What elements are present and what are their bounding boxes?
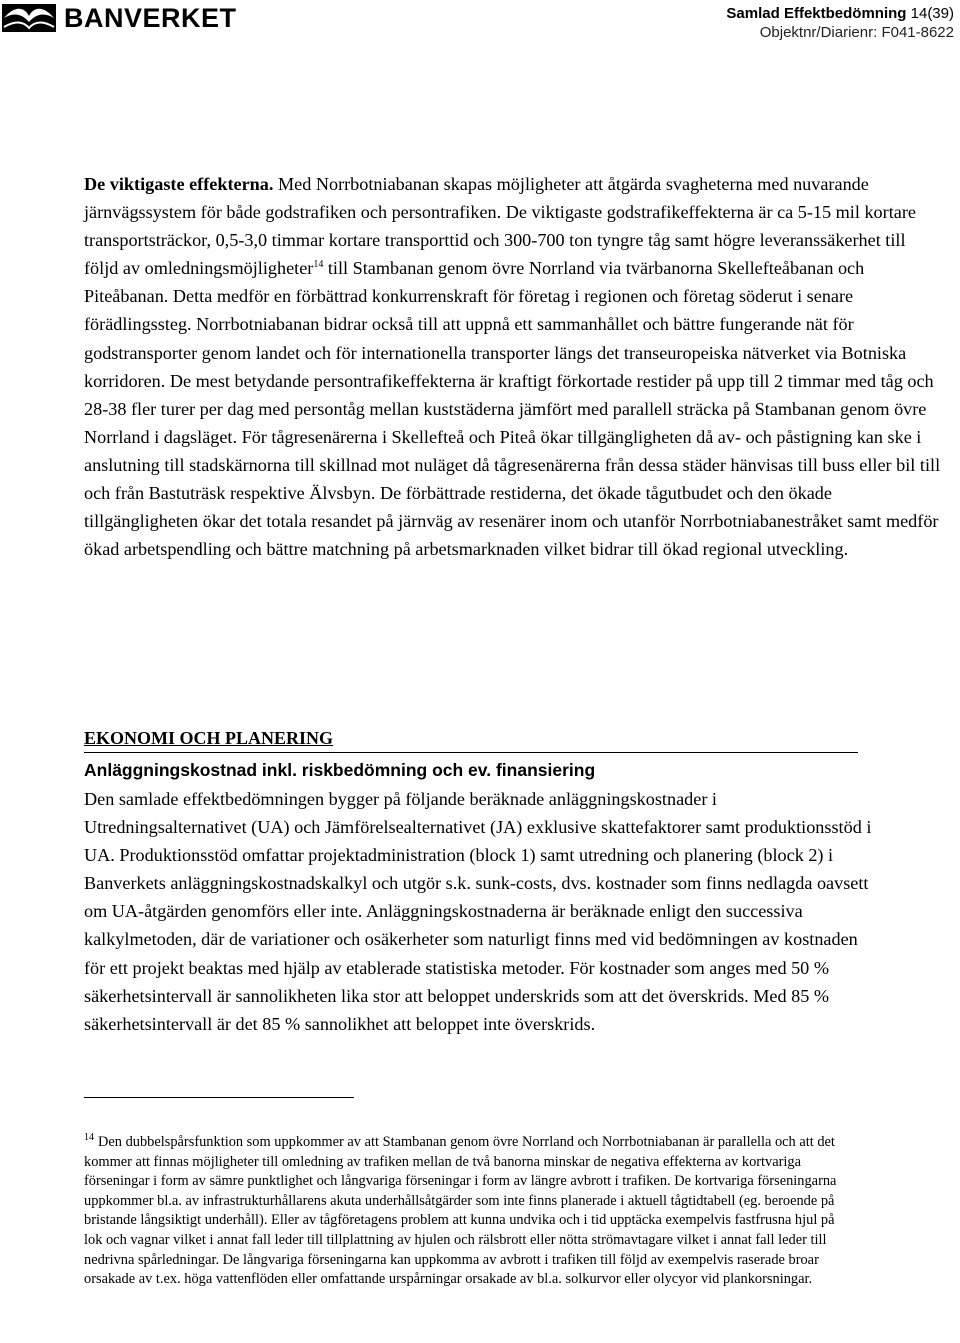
- document-reference: Objektnr/Diarienr: F041-8622: [759, 24, 954, 41]
- cost-paragraph: Den samlade effektbedömningen bygger på följande beräknade anläggningskostnader i Utredningsalternativet (UA) och Jämförelsealternativet (JA) exklusive skattefaktorer samt produktionsstöd i UA. Produktionsstöd omfattar projektadministration (block 1) samt utredning och planering (block 2) i Banverkets anläggningskostnadskalkyl och utgör s.k. sunk-costs, dvs. kostnader som finns nedlagda oavsett om UA-åtgärden genomförs eller inte. Anläggningskostnaderna är beräknade enligt den successiva kalkylmetoden, där de variationer och osäkerheter som naturligt finns med vid bedömningen av kostnaden för ett projekt beaktas med hjälp av etablerade statistiska metoder. För kostnader som anges med 50 % säkerhetsintervall är sannolikheten lika stor att beloppet underskrids som att det överskrids. Med 85 % säkerhetsintervall är det 85 % sannolikhet att beloppet inte överskrids.: [84, 789, 872, 1034]
- footnote-divider: [84, 1097, 354, 1098]
- document-title: Samlad Effektbedömning: [726, 5, 907, 22]
- logo-text: BANVERKET: [64, 2, 237, 33]
- page-header: [0, 0, 960, 50]
- section-heading: EKONOMI OCH PLANERING: [84, 728, 334, 748]
- paragraph-lead: De viktigaste effekterna.: [84, 174, 274, 194]
- page-number: 14: [910, 5, 928, 22]
- footnote-number: 14: [84, 1132, 94, 1144]
- section-subheading: Anläggningskostnad inkl. riskbedömning och ev. finansiering: [84, 760, 596, 780]
- header-info: [726, 4, 954, 42]
- paragraph-text-part2: till Stambanan genom övre Norrland via tvärbanorna Skellefteåbanan och Piteåbanan. Detta medför en förbättrad konkurrenskraft för företag i regionen och företag söderut i senare förädlingssteg. Norrbotniabanan bidrar också till att uppnå ett sammanhållet och bättre fungerande nät för godstransporter genom landet och för internationella transporter längs det transeuropeiska nätverket via Botniska korridoren. De mest betydande persontrafikeffekterna är kraftigt förkortade restider på upp till 2 timmar med tåg och 28-38 fler turer per dag med persontåg mellan kuststäderna jämfört med parallell sträcka på Stambanan genom övre Norrland i dagsläget. För tågresenärerna i Skellefteå och Piteå ökar tillgängligheten då av- och påstigning kan ske i anslutning till stadskärnorna till skillnad mot nuläget då tågresenärerna från dessa städer hänvisas till buss eller bil till och från Bastuträsk respektive Älvsbyn. De förbättrade restiderna, det ökade tågutbudet och den ökade tillgängligheten ökar det totala resandet på järnväg av resenärer inom och utanför Norrbotniabanestråket samt medför ökad arbetspendling och bättre matchning på arbetsmarknaden vilket bidrar till ökad regional utveckling.: [84, 258, 941, 560]
- paragraph-text-part1: Med Norrbotniabanan skapas möjligheter att åtgärda svagheterna med nuvarande järnvägssystem för både godstrafiken och persontrafiken. De viktigaste godstrafikeffekterna är ca 5-15 mil kortare transportsträckor, 0,5-3,0 timmar kortare transporttid och 300-700 ton tyngre tåg samt högre leveranssäkerhet till följd av omledningsmöjligheter: [84, 174, 916, 279]
- footnote-text: Den dubbelspårsfunktion som uppkommer av att Stambanan genom övre Norrland och Norrbotniabanan är parallella och att det kommer att finnas möjligheter till omledning av trafiken mellan de två banorna minskar de negativa effekterna av kortvariga förseningar i form av sämre punktlighet och långvariga förseningar i form av längre avbrott i trafiken. De kortvariga förseningarna uppkommer bl.a. av infrastrukturhållarens akuta underhållsåtgärder som inte finns planerade i aktuell tågtidtabell (eg. beroende på bristande långsiktigt underhåll). Eller av tågföretagens problem att kunna undvika och i tid upptäcka exempelvis fastfrusna hjul på lok och vagnar vilket i annat fall leder till tillplattning av hjulen och rälsbrott eller nötta strömavtagare vilket i annat fall leder till nedrivna spårledningar. De långvariga förseningarna kan uppkomma av avbrott i trafiken till följd av exempelvis raserade broar orsakade av t.ex. höga vattenflöden eller omfattande urspårningar orsakade av bl.a. solkurvor eller olycyor vid plankorsningar.: [84, 1134, 837, 1288]
- footnote: [84, 1133, 854, 1290]
- banverket-emblem-icon: [0, 0, 58, 36]
- footnote-reference: 14: [313, 259, 324, 271]
- header-title-line: [726, 4, 954, 23]
- banverket-logo: [0, 0, 237, 36]
- page-total: (39): [927, 5, 954, 22]
- section-divider: [84, 752, 858, 753]
- effects-paragraph: [84, 170, 944, 563]
